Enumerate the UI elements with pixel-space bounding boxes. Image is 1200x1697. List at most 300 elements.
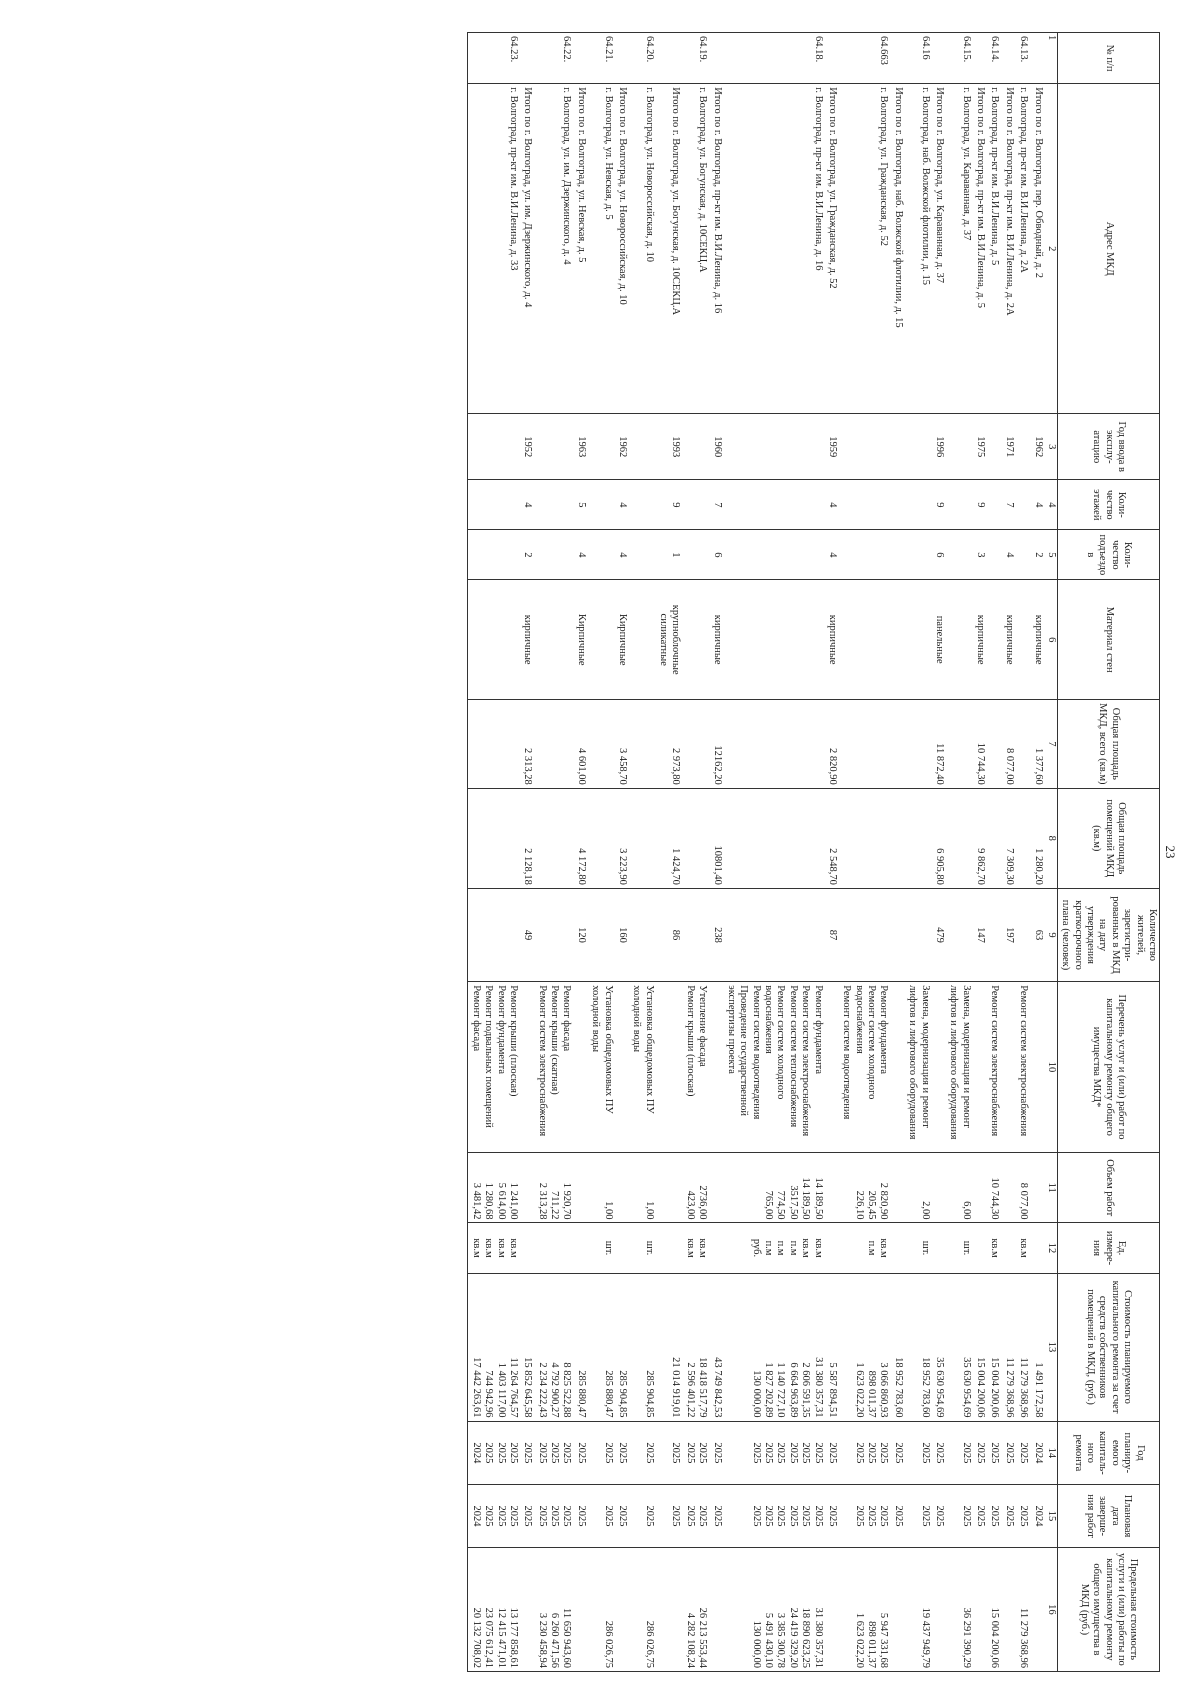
cell-line: 2025 (827, 1442, 838, 1464)
row-number: 64.21. (588, 33, 615, 84)
premises-area (1016, 788, 1030, 888)
cell-line: 2025 (878, 1505, 890, 1527)
works-list (1002, 982, 1016, 1153)
floors: 4 (825, 480, 839, 530)
premises-area: 7 309,30 (1002, 788, 1016, 888)
cell-line: 2025 (602, 1505, 614, 1527)
limit-cost (932, 1547, 946, 1671)
wall-material: панельные (932, 580, 946, 700)
cell-line: 2025 (827, 1505, 838, 1527)
cell-line: кв.м (812, 1238, 824, 1258)
completion-date (574, 1485, 588, 1548)
works-list (973, 982, 987, 1153)
cell-line: 3 481,42 (470, 1182, 482, 1220)
address (656, 84, 683, 414)
works-list (891, 982, 905, 1153)
work-volume (825, 1152, 839, 1223)
unit (588, 1223, 615, 1273)
commission-year: 1962 (1030, 414, 1044, 480)
limit-cost (629, 1547, 656, 1671)
page-number: 23 (1163, 845, 1178, 859)
total-row (709, 33, 723, 1672)
wall-material (839, 580, 891, 700)
cell-line: кв.м (878, 1238, 890, 1258)
premises-area (946, 788, 973, 888)
cell-line: 2025 (711, 1442, 723, 1464)
cell-line: 898 011,37 (866, 1621, 878, 1668)
completion-date (1016, 1485, 1030, 1548)
completion-date (987, 1485, 1001, 1548)
cell-line (852, 1226, 864, 1269)
total-area (588, 699, 615, 788)
limit-cost (946, 1547, 973, 1671)
cell-line: п.м (775, 1240, 787, 1256)
row-number (891, 33, 905, 84)
planned-cost (905, 1273, 932, 1421)
address (839, 84, 891, 414)
row-number (825, 33, 839, 84)
repair-year (656, 1421, 683, 1485)
cell-line: 5 587 894,51 (827, 1362, 838, 1418)
residents: 49 (520, 888, 534, 981)
cell-line: 2025 (1018, 1442, 1030, 1464)
planned-cost (629, 1273, 656, 1421)
cell-line: 130 000,00 (750, 1370, 762, 1418)
works-list (946, 982, 973, 1153)
cell-line: 285 904,85 (617, 1370, 628, 1418)
cell-line: 18 418 517,79 (697, 1357, 709, 1418)
cell-line: 31 380 357,31 (812, 1357, 824, 1418)
cell-line: 2025 (670, 1442, 682, 1464)
total-row (520, 33, 534, 1672)
address (520, 84, 534, 414)
residents (724, 888, 825, 981)
cell-line: 2025 (684, 1442, 696, 1464)
cell-line: Ремонт крыши (плоская) (508, 985, 519, 1097)
planned-cost (588, 1273, 615, 1421)
wall-material (905, 580, 932, 700)
work-volume (973, 1152, 987, 1223)
cell-line: Итого по г. Волгоград, пер. Обводный, д. 2 (1032, 87, 1044, 279)
total-area (839, 699, 891, 788)
cell-line: 2025 (750, 1505, 762, 1527)
cell-line: 2025 (989, 1442, 1001, 1464)
limit-cost (656, 1547, 683, 1671)
total-area: 8 077,00 (1002, 699, 1016, 788)
entrances (724, 530, 825, 580)
cell-line: Итого по г. Волгоград, пр-кт им. В.И.Ленина, д. 5 (975, 87, 987, 308)
residents: 160 (615, 888, 629, 981)
column-header: Коли-чество подъездо в (1058, 530, 1160, 580)
completion-date (1002, 1485, 1016, 1548)
column-header: Ед. измере-ния (1058, 1223, 1160, 1273)
cell-line: Ремонт систем холодного водоснабжения (853, 985, 878, 1100)
works-list (656, 982, 683, 1153)
premises-area: 10801,40 (709, 788, 723, 888)
residents: 147 (973, 888, 987, 981)
repair-year (905, 1421, 932, 1485)
works-list (683, 982, 710, 1153)
cell-line: Итого по г. Волгоград, ул. Богунская, д. 10СЕКЦ.А (670, 87, 682, 316)
planned-cost (1002, 1273, 1016, 1421)
cell-line: 711,22 (549, 1190, 561, 1220)
cell-line: 1 623 022,20 (853, 1612, 865, 1668)
cell-line: руб. (750, 1238, 762, 1258)
cell-line: 2024 (1032, 1442, 1044, 1464)
cell-line: 2025 (617, 1505, 628, 1527)
row-number: 64.16 (905, 33, 932, 84)
premises-area (588, 788, 615, 888)
cell-line: 2025 (866, 1442, 878, 1464)
repair-year (615, 1421, 629, 1485)
cell-line: 14 189,50 (812, 1177, 824, 1220)
premises-area (468, 788, 520, 888)
cell-line: шт. (960, 1240, 972, 1256)
completion-date (615, 1485, 629, 1548)
limit-cost (724, 1547, 825, 1671)
commission-year: 1996 (932, 414, 946, 480)
repair-year (1016, 1421, 1030, 1485)
cell-line: 2025 (575, 1442, 587, 1464)
cell-line: 2025 (892, 1505, 904, 1527)
cell-line: 15 852 645,58 (522, 1357, 534, 1418)
entrances (629, 530, 656, 580)
cell-line: 11 279 368,96 (1003, 1357, 1015, 1418)
rotated-table-area (30, 32, 1180, 1672)
address (825, 84, 839, 414)
header-row (1058, 33, 1160, 1672)
cell-line: Ремонт систем электроснабжения (989, 985, 1001, 1137)
cell-line: г. Волгоград, ул. Новороссийская, д. 10 (643, 87, 655, 263)
cell-line: 14 189,50 (800, 1177, 812, 1220)
commission-year (468, 414, 520, 480)
unit (520, 1223, 534, 1273)
unit (629, 1223, 656, 1273)
address (588, 84, 615, 414)
floors (468, 480, 520, 530)
column-header: Год планиру-емого капиталь-ного ремонта (1058, 1421, 1160, 1485)
repair-year (891, 1421, 905, 1485)
entrances (468, 530, 520, 580)
unit (1030, 1223, 1044, 1273)
wall-material (683, 580, 710, 700)
cell-line: 2,00 (919, 1201, 931, 1220)
total-area (629, 699, 656, 788)
cell-line: 2025 (508, 1442, 519, 1464)
cell-line: г. Волгоград, ул. им. Дзержинского, д. 4 (561, 87, 573, 265)
cell-line: 286 026,75 (602, 1620, 614, 1668)
wall-material (946, 580, 973, 700)
cell-line: 2025 (775, 1505, 787, 1527)
cell-line: Итого по г. Волгоград, ул. Караванная, д. 37 (934, 87, 945, 284)
cell-line: 2025 (892, 1442, 904, 1464)
completion-date (946, 1485, 973, 1548)
unit (468, 1223, 520, 1273)
cell-line: 18 952 783,60 (919, 1357, 931, 1418)
works-list (1030, 982, 1044, 1153)
address (1002, 84, 1016, 414)
premises-area (629, 788, 656, 888)
column-header: Общая площадь МКД, всего (кв.м) (1058, 699, 1160, 788)
cell-line: 2025 (853, 1505, 865, 1527)
premises-area: 2 128,18 (520, 788, 534, 888)
cell-line: 2025 (670, 1505, 682, 1527)
cell-line (535, 1226, 547, 1269)
premises-area (534, 788, 573, 888)
cell-line: Итого по г. Волгоград, пр-кт им. В.И.Ленина, д. 16 (711, 87, 723, 314)
completion-date (1030, 1485, 1044, 1548)
cell-line: кв.м (684, 1238, 696, 1258)
cell-line: 286 026,75 (643, 1620, 655, 1668)
total-area (987, 699, 1001, 788)
column-number: 10 (1045, 982, 1058, 1153)
premises-area: 1 424,70 (656, 788, 683, 888)
total-area: 3 458,70 (615, 699, 629, 788)
cell-line: 2024 (470, 1505, 482, 1527)
planned-cost (891, 1273, 905, 1421)
cell-line: 2025 (697, 1505, 709, 1527)
cell-line: 3517,50 (787, 1185, 799, 1220)
cell-line: 2025 (853, 1442, 865, 1464)
repair-year (629, 1421, 656, 1485)
column-number: 15 (1045, 1485, 1058, 1548)
planned-cost (724, 1273, 825, 1421)
cell-line: 4 282 108,24 (684, 1612, 696, 1668)
floors: 9 (973, 480, 987, 530)
cell-line: 1,00 (602, 1201, 614, 1220)
work-volume (520, 1152, 534, 1223)
address (615, 84, 629, 414)
cell-line: 3 066 860,93 (878, 1362, 890, 1418)
cell-line: 2025 (711, 1505, 723, 1527)
entrances (987, 530, 1001, 580)
address (683, 84, 710, 414)
work-volume (1030, 1152, 1044, 1223)
cell-line: Утепление фасада (697, 985, 709, 1067)
works-list (574, 982, 588, 1153)
cell-line: г. Волгоград, пр-кт им. В.И.Ленина, д. 16 (812, 87, 824, 271)
cell-line: 5 947 331,68 (878, 1612, 890, 1668)
premises-area: 2 548,70 (825, 788, 839, 888)
table-row (468, 33, 520, 1672)
cell-line: 2025 (575, 1505, 587, 1527)
column-header: Год ввода в эксплу-атацию (1058, 414, 1160, 480)
unit (615, 1223, 629, 1273)
cell-line: 2736,00 (697, 1185, 709, 1220)
limit-cost (683, 1547, 710, 1671)
unit (946, 1223, 973, 1273)
cell-line: 285 880,47 (575, 1370, 587, 1418)
cell-line: 2025 (522, 1505, 534, 1527)
total-area (891, 699, 905, 788)
cell-line: Ремонт фундамента (878, 985, 890, 1074)
unit (1016, 1223, 1030, 1273)
unit (932, 1223, 946, 1273)
work-volume (946, 1152, 973, 1223)
entrances: 3 (973, 530, 987, 580)
repair-year (534, 1421, 573, 1485)
cell-line: Ремонт фасада (561, 985, 573, 1052)
planned-cost (574, 1273, 588, 1421)
total-area (946, 699, 973, 788)
limit-cost (891, 1547, 905, 1671)
cell-line: 1,00 (643, 1201, 655, 1220)
cell-line: кв.м (508, 1238, 519, 1258)
address (1030, 84, 1044, 414)
repair-year (724, 1421, 825, 1485)
cell-line: кв.м (495, 1238, 507, 1258)
total-row (891, 33, 905, 1672)
cell-line: 2025 (684, 1505, 696, 1527)
cell-line: 31 380 357,31 (812, 1607, 824, 1668)
cell-line: Ремонт подвальных помещений (483, 985, 495, 1128)
cell-line (749, 1156, 761, 1220)
work-volume (987, 1152, 1001, 1223)
column-number: 11 (1045, 1152, 1058, 1223)
cell-line: 2025 (495, 1442, 507, 1464)
cell-line: 12 415 471,01 (495, 1607, 507, 1668)
cell-line: Итого по г. Волгоград, пр-кт им. В.И.Ленина, д. 2А (1003, 87, 1015, 316)
total-area (683, 699, 710, 788)
residents: 238 (709, 888, 723, 981)
entrances (683, 530, 710, 580)
column-header: Материал стен (1058, 580, 1160, 700)
column-header: Перечень услуг и (или) работ по капитальному ремонту общего имущества МКД* (1058, 982, 1160, 1153)
cell-line: г. Волгоград, ул. Караванная, д. 37 (960, 87, 972, 241)
repair-year (987, 1421, 1001, 1485)
commission-year: 1971 (1002, 414, 1016, 480)
address (574, 84, 588, 414)
cell-line: 2 606 591,35 (800, 1362, 812, 1418)
commission-year (1016, 414, 1030, 480)
cell-line: Ремонт систем водоотведения (750, 985, 762, 1120)
address (973, 84, 987, 414)
cell-line: Ремонт систем электроснабжения (536, 985, 548, 1137)
cell-line: 17 442 263,61 (470, 1357, 482, 1418)
cell-line: г. Волгоград, пр-кт им. В.И.Ленина, д. 5 (989, 87, 1001, 266)
cell-line: Итого по г. Волгоград, ул. Невская, д. 5 (575, 87, 587, 263)
cell-line: 2 820,90 (878, 1182, 890, 1220)
premises-area (724, 788, 825, 888)
entrances (946, 530, 973, 580)
wall-material (1016, 580, 1030, 700)
cell-line: 1 403 117,00 (495, 1362, 507, 1418)
premises-area (839, 788, 891, 888)
limit-cost (615, 1547, 629, 1671)
total-row (656, 33, 683, 1672)
commission-year (534, 414, 573, 480)
row-number: 64.23. (468, 33, 520, 84)
floors: 4 (1030, 480, 1044, 530)
planned-cost (683, 1273, 710, 1421)
cell-line: 2025 (561, 1442, 573, 1464)
residents (629, 888, 656, 981)
repair-year (520, 1421, 534, 1485)
works-list (615, 982, 629, 1153)
row-number (574, 33, 588, 84)
completion-date (973, 1485, 987, 1548)
cell-line: 24 419 329,20 (787, 1607, 799, 1668)
column-number: 3 (1045, 414, 1058, 480)
column-number: 7 (1045, 699, 1058, 788)
cell-line: Установка общедомовых ПУ холодной воды (631, 985, 655, 1114)
cell-line: 1 920,70 (561, 1182, 573, 1220)
cell-line: Проведение государственной экспертизы проекта (726, 985, 750, 1117)
repair-year (839, 1421, 891, 1485)
unit (825, 1223, 839, 1273)
work-volume (839, 1152, 891, 1223)
wall-material: Кирпичные (574, 580, 588, 700)
unit (656, 1223, 683, 1273)
completion-date (520, 1485, 534, 1548)
completion-date (629, 1485, 656, 1548)
cell-line: 2025 (617, 1442, 628, 1464)
cell-line: 15 004 200,06 (975, 1357, 987, 1418)
floors: 4 (615, 480, 629, 530)
completion-date (825, 1485, 839, 1548)
address (468, 84, 520, 414)
completion-date (468, 1485, 520, 1548)
cell-line: 2025 (787, 1442, 799, 1464)
residents (1016, 888, 1030, 981)
premises-area: 6 905,80 (932, 788, 946, 888)
completion-date (891, 1485, 905, 1548)
floors: 9 (932, 480, 946, 530)
total-row (825, 33, 839, 1672)
cell-line: 2025 (508, 1505, 519, 1527)
cell-line: 2025 (1003, 1505, 1015, 1527)
unit (1002, 1223, 1016, 1273)
residents (946, 888, 973, 981)
completion-date (932, 1485, 946, 1548)
cell-line: 898 011,37 (866, 1370, 878, 1418)
residents: 197 (1002, 888, 1016, 981)
cell-line: 4 792 900,27 (549, 1362, 561, 1418)
cell-line: 2025 (989, 1505, 1001, 1527)
cell-line: Итого по г. Волгоград, ул. Гражданская, д. 52 (827, 87, 838, 289)
entrances: 1 (656, 530, 683, 580)
completion-date (656, 1485, 683, 1548)
wall-material (724, 580, 825, 700)
works-list (1016, 982, 1030, 1153)
column-number: 1 (1045, 33, 1058, 84)
commission-year (588, 414, 615, 480)
completion-date (534, 1485, 573, 1548)
cell-line: 21 014 919,01 (670, 1357, 682, 1418)
column-number: 16 (1045, 1547, 1058, 1671)
works-list (724, 982, 825, 1153)
planned-cost (520, 1273, 534, 1421)
planned-cost (932, 1273, 946, 1421)
total-area (905, 699, 932, 788)
total-area: 2 973,80 (656, 699, 683, 788)
commission-year: 1963 (574, 414, 588, 480)
total-area: 10 744,30 (973, 699, 987, 788)
cell-line: 226,10 (853, 1190, 865, 1220)
limit-cost (1030, 1547, 1044, 1671)
works-list (839, 982, 891, 1153)
wall-material: кирпичные (1002, 580, 1016, 700)
table-row (946, 33, 973, 1672)
column-number-row (1045, 33, 1058, 1672)
planned-cost (1030, 1273, 1044, 1421)
unit (891, 1223, 905, 1273)
works-list (520, 982, 534, 1153)
cell-line: 2025 (549, 1442, 561, 1464)
cell-line: Ремонт фасада (470, 985, 482, 1052)
total-area: 4 601,00 (574, 699, 588, 788)
total-area: 12162,20 (709, 699, 723, 788)
